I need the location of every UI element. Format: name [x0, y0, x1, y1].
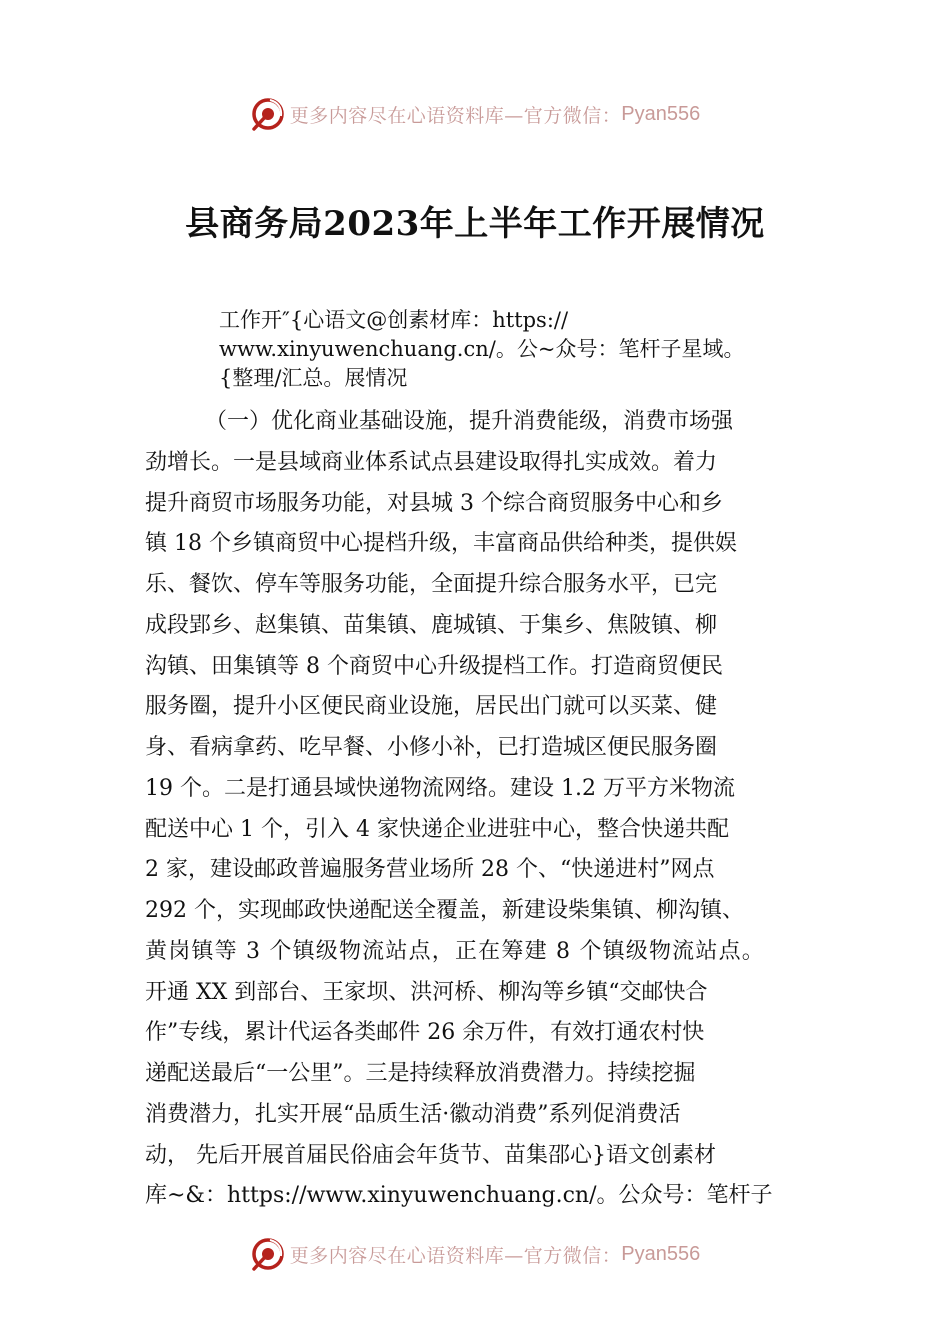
- body-line: 服务圈，提升小区便民商业设施，居民出门就可以买菜、健: [145, 694, 718, 720]
- intro-line: 工作开″{心语文@创素材库：https://: [219, 308, 569, 332]
- body-paragraph: [145, 402, 845, 1217]
- body-line: 乐、餐饮、停车等服务功能，全面提升综合服务水平，已完: [145, 572, 718, 597]
- watermark-banner-bottom: [0, 1232, 950, 1276]
- body-line: 提升商贸市场服务功能，对县城 3 个综合商贸服务中心和乡: [145, 490, 723, 516]
- body-line: 292 个，实现邮政快递配送全覆盖，新建设柴集镇、柳沟镇、: [145, 898, 744, 923]
- body-line: 沟镇、田集镇等 8 个商贸中心升级提档工作。打造商贸便民: [145, 653, 723, 679]
- body-line: 配送中心 1 个，引入 4 家快递企业进驻中心，整合快递共配: [145, 816, 729, 842]
- body-line: 黄岗镇等 3 个镇级物流站点，正在筹建 8 个镇级物流站点。: [145, 938, 765, 964]
- intro-line: {整理/汇总。展情况: [219, 366, 408, 390]
- watermark-text: 更多内容尽在心语资料库—官方微信：: [289, 1244, 622, 1267]
- body-line: 作”专线，累计代运各类邮件 26 余万件，有效打通农村快: [145, 1020, 705, 1046]
- body-line: 劲增长。一是县域商业体系试点县建设取得扎实成效。着力: [145, 449, 718, 475]
- document-title: 县商务局2023年上半年工作开展情况: [185, 204, 765, 244]
- pen-logo-icon: [250, 96, 286, 132]
- watermark-wechat-id: Pyan556: [621, 1242, 701, 1265]
- body-line: 递配送最后“一公里”。三是持续释放消费潜力。持续挖掘: [145, 1061, 696, 1086]
- body-line: 2 家，建设邮政普遍服务营业场所 28 个、“快递进村”网点: [145, 857, 715, 883]
- body-line: 19 个。二是打通县域快递物流网络。建设 1.2 万平方米物流: [145, 775, 735, 801]
- intro-block: [219, 306, 744, 393]
- intro-line: www.xinyuwenchuang.cn/。公~众号：笔杆子星域。: [219, 337, 745, 361]
- watermark-banner-top: [0, 92, 950, 136]
- watermark-text: 更多内容尽在心语资料库—官方微信：: [289, 104, 622, 127]
- body-line: （一）优化商业基础设施，提升消费能级，消费市场强: [205, 409, 734, 434]
- body-line: 身、看病拿药、吃早餐、小修小补，已打造城区便民服务圈: [145, 735, 718, 760]
- body-line: 动， 先后开展首届民俗庙会年货节、苗集邵心}语文创素材: [145, 1142, 716, 1168]
- body-line: 消费潜力，扎实开展“品质生活·徽动消费”系列促消费活: [145, 1101, 681, 1127]
- body-line: 开通 XX 到部台、王家坝、洪河桥、柳沟等乡镇“交邮快合: [145, 979, 708, 1005]
- body-line: 成段郢乡、赵集镇、苗集镇、鹿城镇、于集乡、焦陂镇、柳: [145, 612, 718, 638]
- body-line: 镇 18 个乡镇商贸中心提档升级，丰富商品供给种类，提供娱: [145, 531, 737, 557]
- body-line: 库~&：https://www.xinyuwenchuang.cn/。公众号：笔杆子: [145, 1183, 773, 1209]
- pen-logo-icon: [250, 1236, 286, 1272]
- watermark-wechat-id: Pyan556: [621, 102, 701, 125]
